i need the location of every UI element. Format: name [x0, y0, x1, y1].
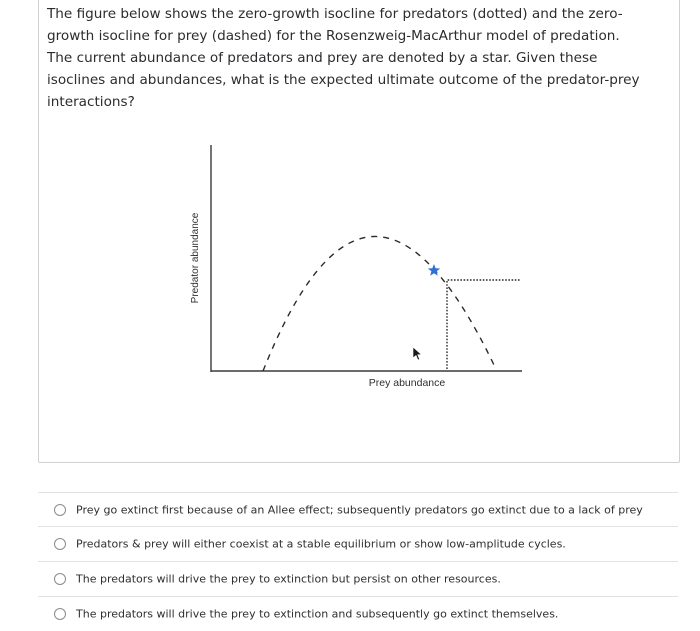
radio-button[interactable] — [54, 504, 66, 516]
answer-options — [38, 492, 678, 631]
answer-option-2[interactable] — [38, 526, 678, 561]
question-card — [38, 0, 680, 463]
answer-label: Predators & prey will either coexist at a stable equilibrium or show low-amplitude cycles. — [76, 537, 566, 551]
isocline-figure — [189, 140, 529, 400]
answer-label: Prey go extinct first because of an Allee effect; subsequently predators go extinct due to a lack of prey — [76, 503, 643, 516]
star-icon — [428, 264, 440, 276]
mouse-pointer-icon — [413, 347, 422, 360]
prey-isocline — [263, 236, 494, 371]
question-text: The figure below shows the zero-growth isocline for predators (dotted) and the zero-growth isocline for prey (dashed) for the Rosenzweig-MacArthur model of predation. The current abundance of predators and prey are denoted by a star. Given these isoclines and abundances, what is the expected ultimate outcome of the predator-prey interactions? — [47, 6, 640, 110]
radio-button[interactable] — [54, 538, 66, 550]
answer-option-4[interactable] — [38, 596, 678, 631]
radio-button[interactable] — [54, 573, 66, 585]
y-axis-label: Predator abundance — [190, 212, 201, 304]
radio-button[interactable] — [54, 608, 66, 620]
x-axis-label: Prey abundance — [368, 377, 446, 389]
answer-label: The predators will drive the prey to extinction and subsequently go extinct themselves. — [76, 607, 559, 621]
answer-option-1[interactable] — [38, 492, 678, 526]
predator-isocline — [447, 280, 521, 369]
answer-option-3[interactable] — [38, 561, 678, 596]
answer-label: The predators will drive the prey to extinction but persist on other resources. — [76, 572, 501, 586]
